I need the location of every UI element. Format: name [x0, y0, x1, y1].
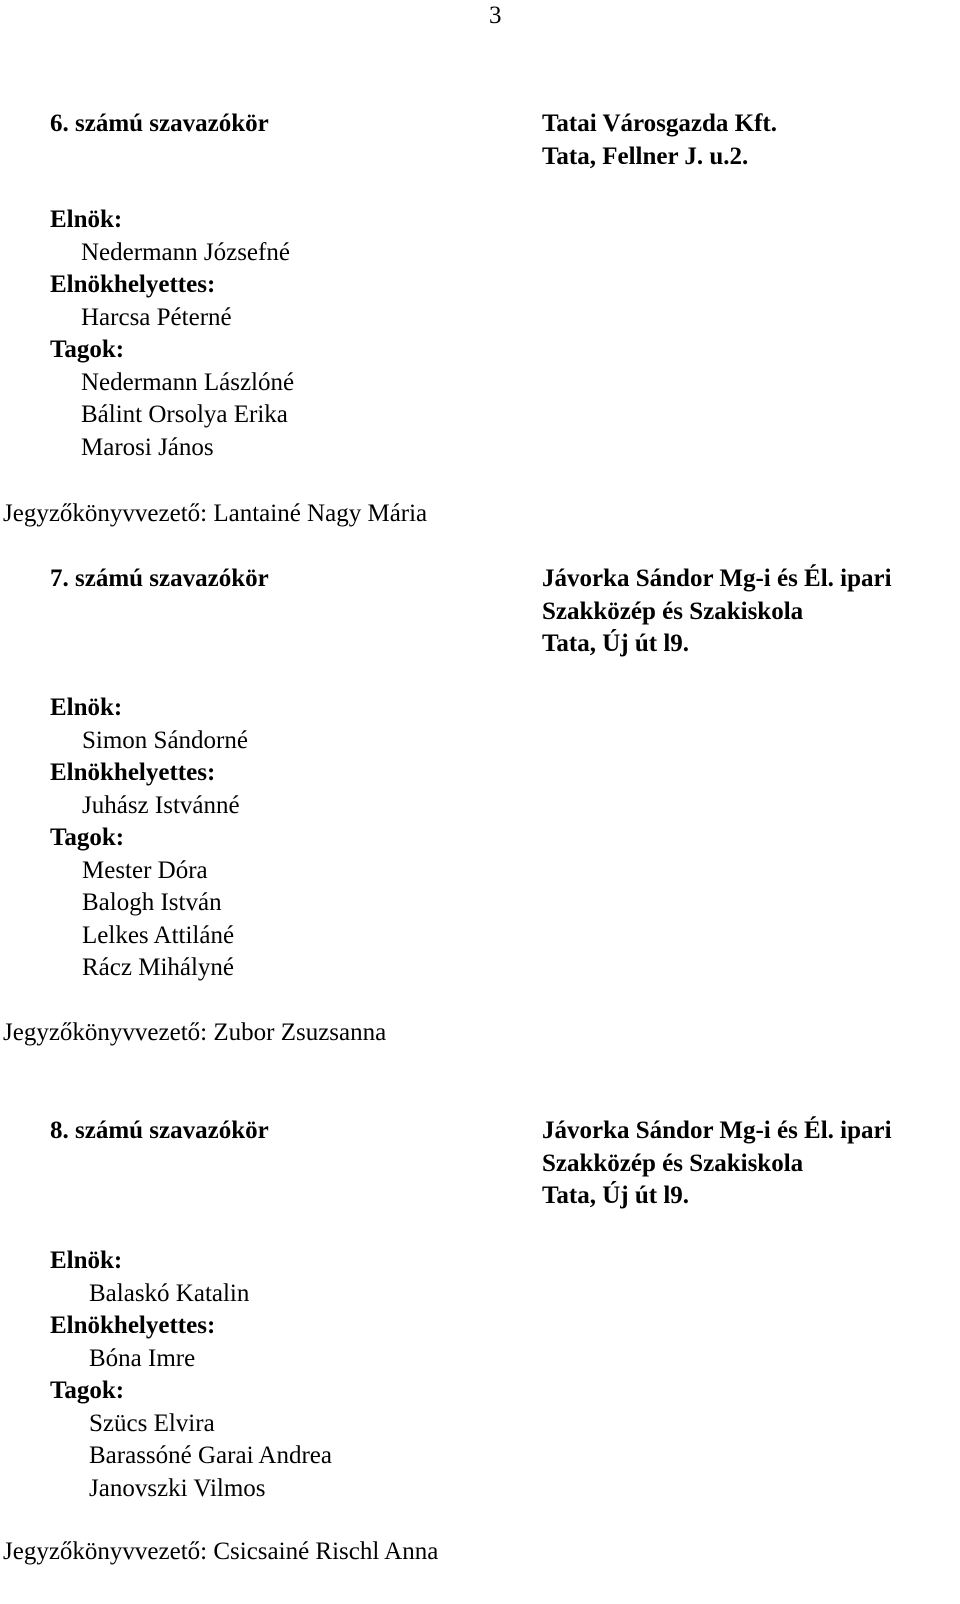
- members-label: Tagok:: [50, 1377, 125, 1404]
- clerk-label: Jegyzőkönyvvezető:: [3, 1538, 208, 1565]
- vice-president-name: Juhász Istvánné: [82, 791, 240, 819]
- page-number: 3: [489, 2, 502, 29]
- district-7: [0, 563, 960, 657]
- district-header: [0, 108, 960, 170]
- district-title: 8. számú szavazókör: [50, 1117, 269, 1144]
- president-label: Elnök:: [50, 694, 123, 721]
- member-name: Janovszki Vilmos: [89, 1474, 266, 1502]
- member-name: Mester Dóra: [82, 856, 208, 884]
- vice-president-label: Elnökhelyettes:: [50, 1312, 216, 1339]
- clerk-label: Jegyzőkönyvvezető:: [3, 500, 208, 527]
- vice-president-label: Elnökhelyettes:: [50, 759, 216, 786]
- district-header: [0, 1115, 960, 1209]
- president-name: Balaskó Katalin: [89, 1279, 250, 1307]
- vice-president-name: Harcsa Péterné: [81, 303, 232, 331]
- president-name: Simon Sándorné: [82, 726, 248, 754]
- location-line: Szakközép és Szakiskola: [542, 1149, 804, 1177]
- district-title: 6. számú szavazókör: [50, 110, 269, 137]
- members-label: Tagok:: [50, 336, 125, 363]
- clerk-name: Zubor Zsuzsanna: [213, 1019, 387, 1046]
- location-line: Tata, Fellner J. u.2.: [542, 142, 749, 170]
- district-header: [0, 563, 960, 657]
- location-line: Jávorka Sándor Mg-i és Él. ipari: [542, 1117, 892, 1144]
- president-label: Elnök:: [50, 1247, 123, 1274]
- district-8-roles: [50, 1245, 332, 1505]
- vice-president-label: Elnökhelyettes:: [50, 271, 216, 298]
- member-name: Balogh István: [82, 889, 222, 916]
- location-line: Szakközép és Szakiskola: [542, 597, 804, 625]
- president-label: Elnök:: [50, 206, 123, 233]
- district-8-clerk: [3, 1536, 438, 1568]
- member-name: Szücs Elvira: [89, 1409, 215, 1437]
- district-6: [0, 108, 960, 170]
- location-line: Jávorka Sándor Mg-i és Él. ipari: [542, 565, 892, 592]
- district-8: [0, 1115, 960, 1209]
- district-7-clerk: [3, 1017, 386, 1049]
- district-location: [542, 108, 777, 173]
- member-name: Barassóné Garai Andrea: [89, 1442, 332, 1469]
- member-name: Lelkes Attiláné: [82, 921, 235, 949]
- vice-president-name: Bóna Imre: [89, 1344, 196, 1372]
- clerk-name: Lantainé Nagy Mária: [213, 500, 428, 527]
- president-name: Nedermann Józsefné: [81, 238, 290, 266]
- district-7-roles: [50, 692, 248, 985]
- district-6-clerk: [3, 498, 427, 530]
- member-name: Nedermann Lászlóné: [81, 368, 295, 396]
- location-line: Tata, Új út l9.: [542, 1182, 690, 1209]
- member-name: Bálint Orsolya Erika: [81, 401, 288, 428]
- members-label: Tagok:: [50, 824, 125, 851]
- clerk-label: Jegyzőkönyvvezető:: [3, 1019, 208, 1046]
- location-line: Tata, Új út l9.: [542, 630, 690, 657]
- member-name: Rácz Mihályné: [82, 954, 235, 981]
- district-title: 7. számú szavazókör: [50, 565, 269, 592]
- member-name: Marosi János: [81, 433, 214, 461]
- location-line: Tatai Városgazda Kft.: [542, 110, 777, 137]
- district-location: [542, 563, 892, 661]
- clerk-name: Csicsainé Rischl Anna: [213, 1538, 439, 1565]
- district-location: [542, 1115, 892, 1213]
- district-6-roles: [50, 204, 294, 464]
